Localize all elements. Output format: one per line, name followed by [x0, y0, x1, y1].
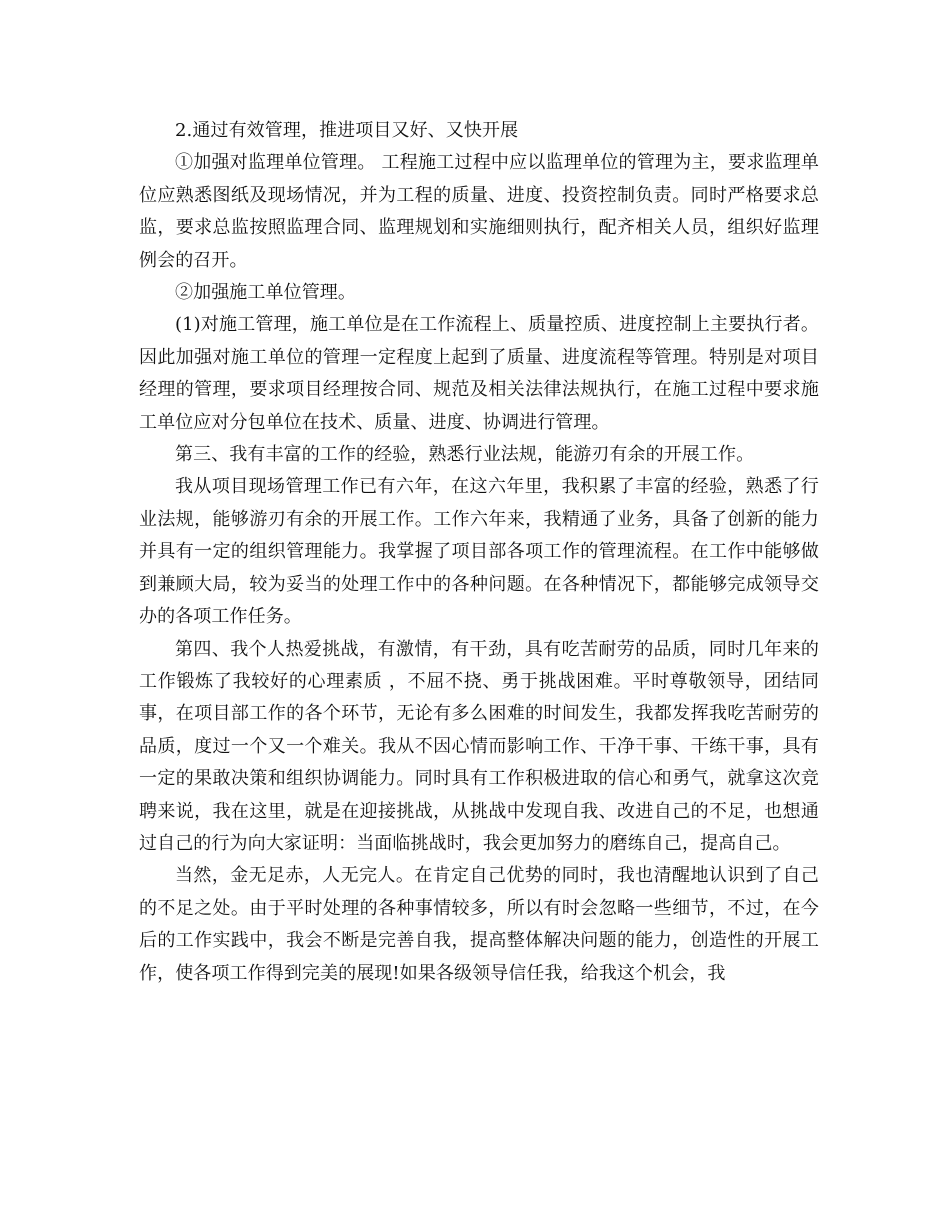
- point-three-heading: 第三、我有丰富的工作的经验，熟悉行业法规，能游刃有余的开展工作。: [175, 444, 755, 466]
- subheading-construction-management: ②加强施工单位管理。: [175, 282, 356, 304]
- paragraph-point-four: 第四、我个人热爱挑战，有激情，有干劲，具有吃苦耐劳的品质，同时几年来的工作锻炼了我较好的心理素质 ，不屈不挠、勇于挑战困难。平时尊敬领导，团结同事，在项目部工作的各个环节，无论有多么困难的时间发生，我都发挥我吃苦耐劳的品质，度过一个又一个难关。我从不因心情而影响工作、干净干事、干练干事，具有一定的果敢决策和组织协调能力。同时具有工作积极进取的信心和勇气，就拿这次竞聘来说，我在这里，就是在迎接挑战，从挑战中发现自我、改进自己的不足，也想通过自己的行为向大家证明：当面临挑战时，我会更加努力的磨练自己，提高自己。: [139, 638, 819, 854]
- paragraph-self-assessment: 当然，金无足赤，人无完人。在肯定自己优势的同时，我也清醒地认识到了自己的不足之处。由于平时处理的各种事情较多，所以有时会忽略一些细节，不过，在今后的工作实践中，我会不断是完善自我，提高整体解决问题的能力，创造性的开展工作，使各项工作得到完美的展现!如果各级领导信任我，给我这个机会，我: [139, 865, 819, 984]
- paragraph-experience: 我从项目现场管理工作已有六年，在这六年里，我积累了丰富的经验，熟悉了行业法规，能够游刃有余的开展工作。工作六年来，我精通了业务，具备了创新的能力并具有一定的组织管理能力。我掌握了项目部各项工作的管理流程。在工作中能够做到兼顾大局，较为妥当的处理工作中的各种问题。在各种情况下，都能够完成领导交办的各项工作任务。: [139, 476, 819, 628]
- paragraph-supervision-management: ①加强对监理单位管理。 工程施工过程中应以监理单位的管理为主，要求监理单位应熟悉图纸及现场情况，并为工程的质量、进度、投资控制负责。同时严格要求总监，要求总监按照监理合同、监理规划和实施细则执行，配齐相关人员，组织好监理例会的召开。: [139, 152, 819, 271]
- document-body: [139, 115, 819, 990]
- paragraph-construction-management: (1)对施工管理，施工单位是在工作流程上、质量控质、进度控制上主要执行者。因此加强对施工单位的管理一定程度上起到了质量、进度流程等管理。特别是对项目经理的管理，要求项目经理按合同、规范及相关法律法规执行，在施工过程中要求施工单位应对分包单位在技术、质量、进度、协调进行管理。: [139, 314, 819, 433]
- section-heading-effective-management: 2.通过有效管理，推进项目又好、又快开展: [175, 120, 519, 141]
